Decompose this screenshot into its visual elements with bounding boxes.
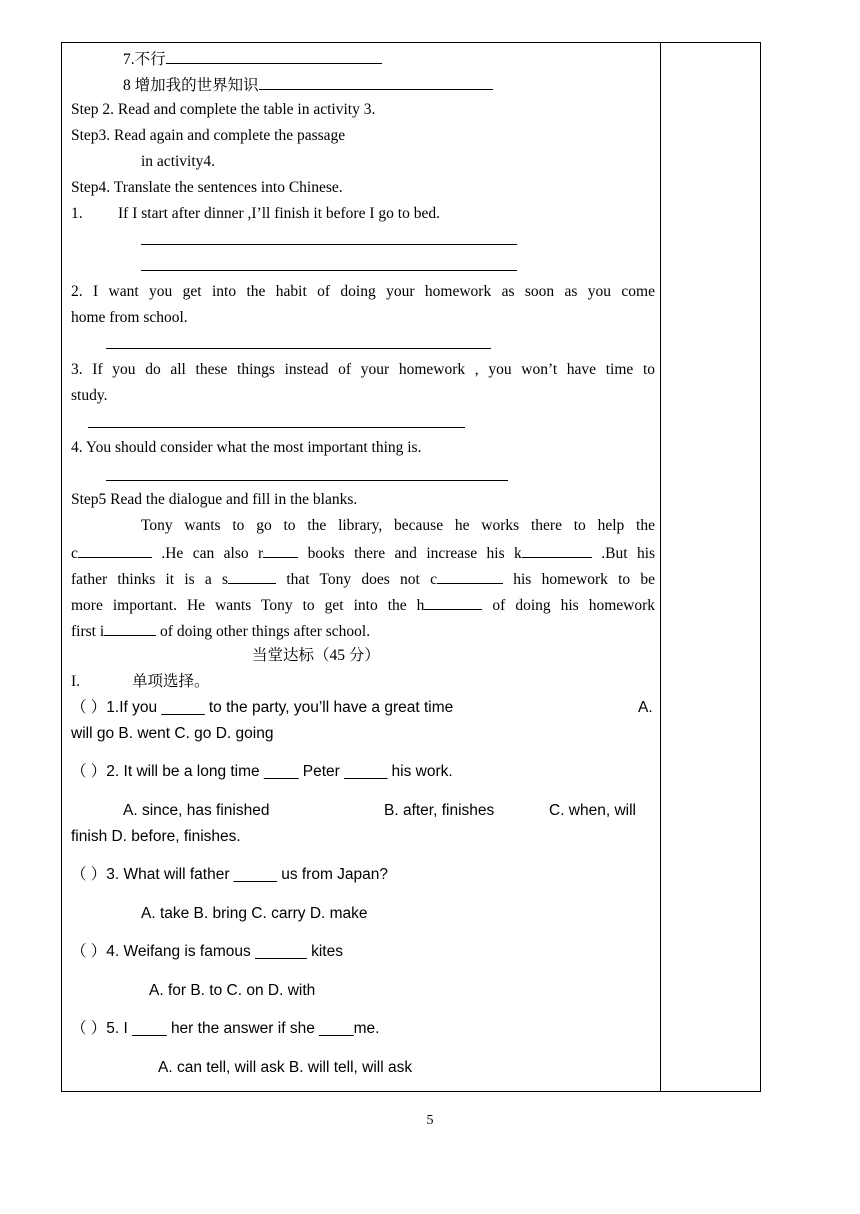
sentence-3-text-cont: study. [71, 387, 108, 404]
question-1-option-a-label: A. [638, 699, 653, 716]
answer-blank[interactable] [166, 48, 382, 64]
answer-line[interactable] [88, 427, 465, 428]
section-number: I. [71, 673, 81, 690]
sentence-3-text: 3. If you do all these things instead of your homework , you won’t have time to [71, 361, 655, 378]
sentence-4-text: 4. You should consider what the most important thing is. [71, 439, 422, 456]
answer-line[interactable] [141, 244, 517, 245]
question-2-option-b: B. after, finishes [384, 802, 495, 819]
quiz-heading: 当堂达标（45 分） [252, 647, 380, 664]
question-1-options: will go B. went C. go D. going [71, 725, 274, 742]
step5-passage-line-1: Tony wants to go to the library, because he works there to help the [141, 517, 655, 534]
answer-line[interactable] [141, 270, 517, 271]
answer-blank[interactable] [522, 542, 592, 558]
answer-blank[interactable] [228, 568, 276, 584]
page-number: 5 [426, 1113, 434, 1128]
vocab-item-7: 7.不行 [123, 48, 382, 70]
column-divider [660, 42, 661, 1092]
step3-text-cont: in activity4. [141, 153, 216, 170]
step5-passage-line-3: father thinks it is a s that Tony does not c his homework to be [71, 568, 655, 590]
sentence-1-text: If I start after dinner ,I’ll finish it before I go to bed. [118, 205, 440, 222]
sentence-2-text: 2. I want you get into the habit of doing your homework as soon as you come [71, 283, 655, 300]
step4-text: Step4. Translate the sentences into Chinese. [71, 179, 343, 196]
step5-passage-line-5: first i of doing other things after school. [71, 620, 370, 642]
answer-blank[interactable] [78, 542, 152, 558]
step5-passage-line-4: more important. He wants Tony to get into the h of doing his homework [71, 594, 655, 616]
sentence-1-number: 1. [71, 205, 83, 222]
question-2: （ ）2. It will be a long time ____ Peter _____ his work. [71, 763, 453, 780]
table-frame [61, 42, 761, 1092]
answer-blank[interactable] [263, 542, 298, 558]
vocab-item-8: 8 增加我的世界知识 [123, 74, 493, 96]
question-4-options: A. for B. to C. on D. with [149, 982, 316, 999]
question-2-option-c: C. when, will [549, 802, 636, 819]
question-4: （ ）4. Weifang is famous ______ kites [71, 943, 343, 960]
step5-passage-line-2: c .He can also r books there and increase his k .But his [71, 542, 655, 564]
answer-line[interactable] [106, 480, 508, 481]
question-5-options: A. can tell, will ask B. will tell, will ask [158, 1059, 413, 1076]
question-1: （ ）1.If you _____ to the party, you’ll have a great time [71, 699, 454, 716]
question-2-option-a: A. since, has finished [123, 802, 270, 819]
answer-blank[interactable] [259, 74, 493, 90]
step5-title: Step5 Read the dialogue and fill in the blanks. [71, 491, 358, 508]
answer-blank[interactable] [437, 568, 503, 584]
sentence-2-text-cont: home from school. [71, 309, 188, 326]
answer-blank[interactable] [104, 620, 156, 636]
answer-blank[interactable] [424, 594, 482, 610]
question-5: （ ）5. I ____ her the answer if she ____me. [71, 1020, 380, 1037]
question-2-options-cont: finish D. before, finishes. [71, 828, 241, 845]
question-3-options: A. take B. bring C. carry D. make [141, 905, 368, 922]
answer-line[interactable] [106, 348, 491, 349]
step2-text: Step 2. Read and complete the table in activity 3. [71, 101, 376, 118]
section-title: 单项选择。 [132, 673, 210, 690]
step3-text: Step3. Read again and complete the passage [71, 127, 346, 144]
question-3: （ ）3. What will father _____ us from Japan? [71, 866, 389, 883]
